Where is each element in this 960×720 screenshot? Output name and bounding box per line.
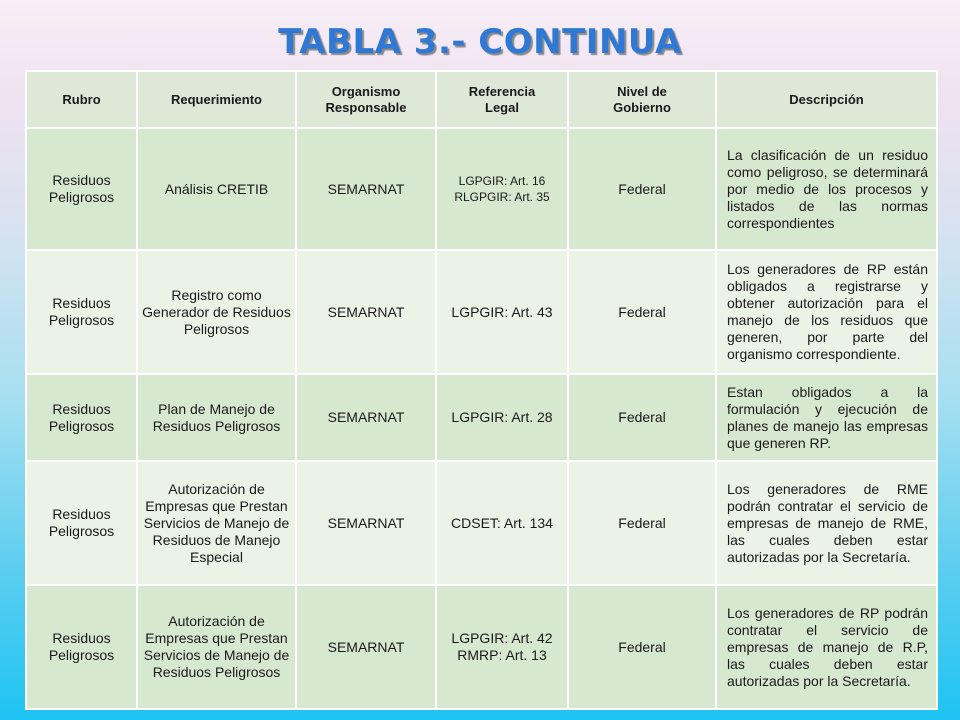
cell-requerimiento: Registro como Generador de Residuos Peligrosos xyxy=(137,250,296,374)
cell-organismo: SEMARNAT xyxy=(296,461,436,585)
cell-organismo: SEMARNAT xyxy=(296,128,436,250)
cell-requerimiento: Autorización de Empresas que Prestan Servicios de Manejo de Residuos Peligrosos xyxy=(137,585,296,709)
cell-descripcion: Los generadores de RME podrán contratar el servicio de empresas de manejo de RME, las cuales deben estar autorizadas por la Secretaría. xyxy=(716,461,937,585)
cell-organismo: SEMARNAT xyxy=(296,374,436,461)
cell-nivel: Federal xyxy=(568,250,716,374)
cell-requerimiento: Análisis CRETIB xyxy=(137,128,296,250)
cell-nivel: Federal xyxy=(568,374,716,461)
cell-referencia xyxy=(436,374,568,461)
cell-rubro: Residuos Peligrosos xyxy=(26,461,137,585)
requirements-table xyxy=(25,70,938,710)
cell-requerimiento: Autorización de Empresas que Prestan Servicios de Manejo de Residuos de Manejo Especial xyxy=(137,461,296,585)
cell-referencia xyxy=(436,461,568,585)
cell-rubro: Residuos Peligrosos xyxy=(26,585,137,709)
cell-descripcion: La clasificación de un residuo como peligroso, se determinará por medio de los procesos y listados de las normas correspondientes xyxy=(716,128,937,250)
header-organismo-line2: Responsable xyxy=(325,99,407,115)
cell-nivel: Federal xyxy=(568,585,716,709)
cell-referencia-line1: LGPGIR: Art. 16 xyxy=(458,174,546,188)
header-organismo-line1: Organismo xyxy=(331,83,401,99)
cell-rubro: Residuos Peligrosos xyxy=(26,250,137,374)
cell-requerimiento: Plan de Manejo de Residuos Peligrosos xyxy=(137,374,296,461)
page-title: TABLA 3.- CONTINUA xyxy=(278,22,682,62)
header-referencia-line1: Referencia xyxy=(468,83,536,99)
cell-referencia xyxy=(436,250,568,374)
table-row xyxy=(26,461,937,585)
cell-referencia-line1: LGPGIR: Art. 43 xyxy=(451,303,553,320)
cell-descripcion: Los generadores de RP están obligados a registrarse y obtener autorización para el manejo de los residuos que generen, por parte del organismo correspondiente. xyxy=(716,250,937,374)
header-nivel xyxy=(568,71,716,128)
header-nivel-line2: Gobierno xyxy=(613,99,671,115)
cell-nivel: Federal xyxy=(568,461,716,585)
cell-referencia xyxy=(436,585,568,709)
cell-referencia-line1: LGPGIR: Art. 42 xyxy=(451,630,553,646)
table-row xyxy=(26,585,937,709)
table-row xyxy=(26,250,937,374)
header-nivel-line1: Nivel de xyxy=(617,83,667,99)
cell-organismo: SEMARNAT xyxy=(296,585,436,709)
header-organismo xyxy=(296,71,436,128)
cell-rubro: Residuos Peligrosos xyxy=(26,374,137,461)
cell-organismo: SEMARNAT xyxy=(296,250,436,374)
table-row xyxy=(26,128,937,250)
cell-referencia-line2: RLGPGIR: Art. 35 xyxy=(454,190,550,204)
header-descripcion: Descripción xyxy=(716,71,937,128)
cell-referencia xyxy=(436,128,568,250)
cell-rubro: Residuos Peligrosos xyxy=(26,128,137,250)
cell-referencia-line1: CDSET: Art. 134 xyxy=(451,514,553,531)
cell-nivel: Federal xyxy=(568,128,716,250)
cell-referencia-line1: LGPGIR: Art. 28 xyxy=(451,409,553,425)
table-header-row xyxy=(26,71,937,128)
cell-descripcion: Estan obligados a la formulación y ejecución de planes de manejo las empresas que generen RP. xyxy=(716,374,937,461)
header-rubro: Rubro xyxy=(26,71,137,128)
header-requerimiento: Requerimiento xyxy=(137,71,296,128)
table-row xyxy=(26,374,937,461)
cell-descripcion: Los generadores de RP podrán contratar el servicio de empresas de manejo de R.P, las cuales deben estar autorizadas por la Secretaría. xyxy=(716,585,937,709)
header-referencia-line2: Legal xyxy=(485,99,519,115)
cell-referencia-line2: RMRP: Art. 13 xyxy=(457,647,547,663)
header-referencia xyxy=(436,71,568,128)
